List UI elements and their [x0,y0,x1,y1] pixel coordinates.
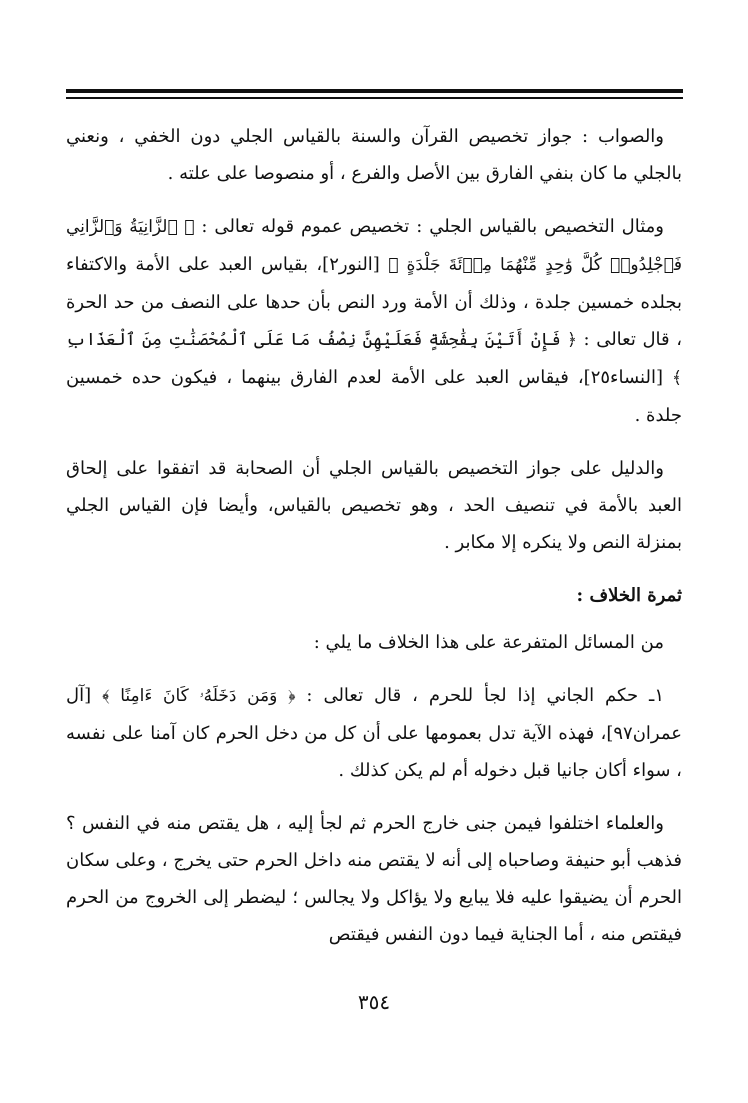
paragraph-intro: من المسائل المتفرعة على هذا الخلاف ما يلي : [313,632,664,653]
list-item-1 [66,677,682,789]
quran-verse-nisa: ﴿ فَإِنْ أَتَيْنَ بِفَٰحِشَةٍ فَعَلَيْهِنَّ نِصْفُ مَا عَلَى ٱلْمُحْصَنَٰتِ مِنَ ٱلْعَذَابِ ﴾ [66,330,682,388]
page-body [66,118,682,969]
paragraph-scholars: والعلماء اختلفوا فيمن جنى خارج الحرم ثم لجأ إليه ، هل يقتص منه في النفس ؟ فذهب أبو حنيفة وصاحباه إلى أنه لا يقتص منه داخل الحرم حتى يخرج ، وعلى سكان الحرم أن يضيقوا عليه فلا يبايع ولا يؤاكل ولا يجالس ؛ ليضطر إلى الخروج من الحرم فيقتص منه ، أما الجناية فيما دون النفس فيقتص [66,813,682,945]
example-text-2: [النور٢]، بقياس العبد على الأمة والاكتفاء بجلده خمسين جلدة ، وذلك أن الأمة ورد النص بأن حدها على النصف من حد الحرة ، قال تعالى : [66,254,683,350]
paragraph-correct-view: والصواب : جواز تخصيص القرآن والسنة بالقياس الجلي دون الخفي ، ونعني بالجلي ما كان بنفي الفارق بين الأصل والفرع ، أو منصوصا على علته . [66,126,682,184]
quran-verse-nur: ﴿ ٱلزَّانِيَةُ وَٱلزَّانِي فَٱجْلِدُوا۟ كُلَّ وَٰحِدٍ مِّنْهُمَا مِا۟ئَةَ جَلْدَةٍ ﴾ [66,217,682,275]
example-text-3: [النساء٢٥]، فيقاس العبد على الأمة لعدم الفارق بينهما ، فيكون حده خمسين جلدة . [66,367,682,426]
paragraph-evidence: والدليل على جواز التخصيص بالقياس الجلي أن الصحابة قد اتفقوا على إلحاق العبد بالأمة في تنصيف الحد ، وهو تخصيص بالقياس، وأيضا فإن القياس الجلي بمنزلة النص ولا ينكره إلا مكابر . [66,458,682,553]
example-text-1: ومثال التخصيص بالقياس الجلي : تخصيص عموم قوله تعالى : [194,216,664,237]
quran-verse-al-imran: ﴿ وَمَن دَخَلَهُۥ كَانَ ءَامِنًا ﴾ [102,686,296,706]
section-heading: ثمرة الخلاف : [576,585,682,606]
item1-text-1: ١ـ حكم الجاني إذا لجأ للحرم ، قال تعالى : [295,685,664,706]
header-rule-thin [66,97,683,99]
item1-text-2: [آل عمران٩٧]، فهذه الآية تدل بعمومها على أن كل من دخل الحرم كان آمنا على نفسه ، سواء أكان جانيا قبل دخوله أم لم يكن كذلك . [66,685,682,781]
page-number: ٣٥٤ [357,990,391,1014]
paragraph-example [66,208,682,434]
header-rule-thick [66,89,683,93]
